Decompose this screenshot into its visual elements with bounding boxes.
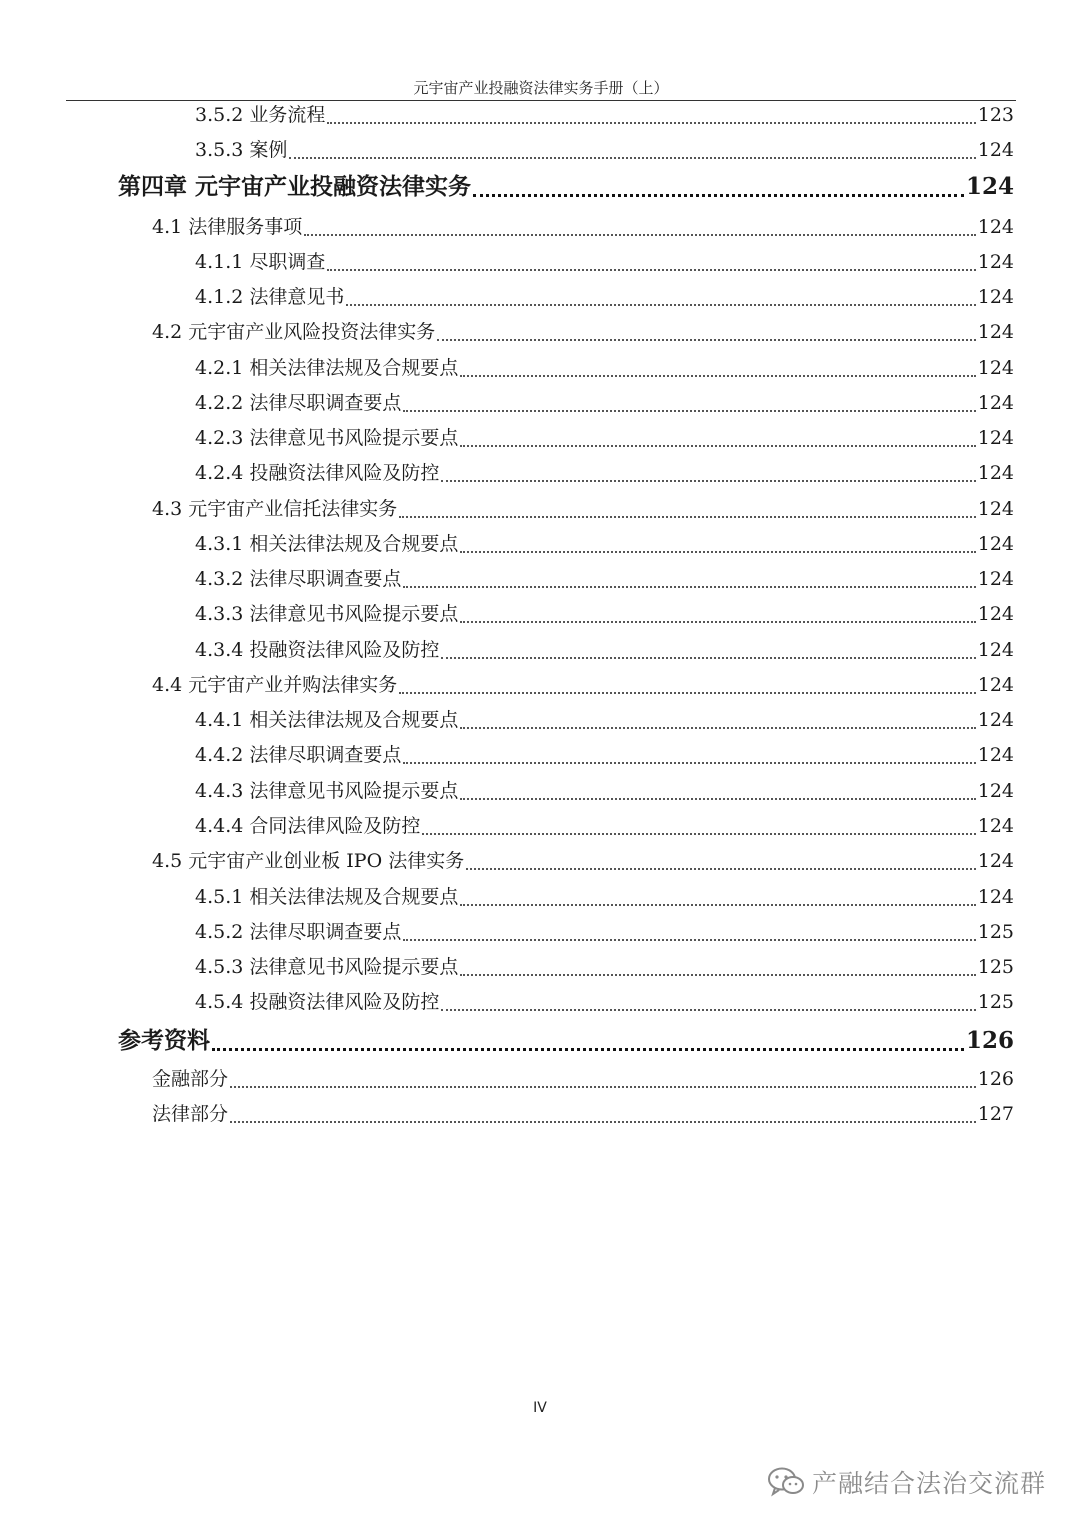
toc-dot-leader: [289, 157, 975, 159]
toc-entry-page: 124: [977, 139, 1014, 161]
toc-entry-page: 124: [977, 462, 1014, 484]
toc-entry-sub[interactable]: [195, 564, 1014, 594]
toc-entry-page: 124: [977, 533, 1014, 555]
toc-entry-page: 126: [965, 1027, 1014, 1054]
toc-entry-page: 124: [977, 674, 1014, 696]
toc-entry-section[interactable]: [152, 1064, 1014, 1094]
toc-dot-leader: [327, 122, 975, 124]
toc-entry-page: 127: [977, 1103, 1014, 1125]
toc-dot-leader: [460, 727, 975, 729]
toc-entry-page: 125: [977, 921, 1014, 943]
toc-entry-page: 124: [977, 744, 1014, 766]
toc-entry-sub[interactable]: [195, 811, 1014, 841]
toc-dot-leader: [422, 833, 975, 835]
running-header: 元宇宙产业投融资法律实务手册（上）: [413, 79, 669, 97]
toc-entry-sub[interactable]: [195, 705, 1014, 735]
toc-entry-page: 124: [977, 392, 1014, 414]
toc-entry-label: 3.5.3 案例: [195, 139, 288, 161]
toc-dot-leader: [304, 234, 975, 236]
toc-dot-leader: [212, 1048, 964, 1051]
toc-entry-label: 4.5.3 法律意见书风险提示要点: [195, 956, 459, 978]
toc-entry-page: 124: [977, 850, 1014, 872]
toc-entry-page: 124: [977, 639, 1014, 661]
watermark: [766, 1462, 1046, 1502]
toc-entry-page: 124: [965, 173, 1014, 200]
toc-dot-leader: [460, 904, 975, 906]
toc-entry-label: 金融部分: [152, 1068, 229, 1090]
toc-entry-label: 4.1.2 法律意见书: [195, 286, 345, 308]
toc-dot-leader: [460, 375, 975, 377]
toc-entry-label: 4.4.1 相关法律法规及合规要点: [195, 709, 459, 731]
toc-entry-sub[interactable]: [195, 987, 1014, 1017]
toc-entry-label: 4.2.1 相关法律法规及合规要点: [195, 357, 459, 379]
toc-entry-label: 3.5.2 业务流程: [195, 104, 326, 126]
toc-dot-leader: [441, 657, 975, 659]
toc-entry-chapter[interactable]: [118, 1024, 1014, 1058]
toc-entry-section[interactable]: [152, 670, 1014, 700]
toc-entry-sub[interactable]: [195, 776, 1014, 806]
toc-dot-leader: [460, 621, 975, 623]
toc-entry-section[interactable]: [152, 1099, 1014, 1129]
toc-entry-label: 4.4.2 法律尽职调查要点: [195, 744, 402, 766]
toc-entry-label: 4.2.2 法律尽职调查要点: [195, 392, 402, 414]
toc-entry-label: 4.3 元宇宙产业信托法律实务: [152, 498, 398, 520]
toc-entry-sub[interactable]: [195, 952, 1014, 982]
toc-entry-sub[interactable]: [195, 882, 1014, 912]
toc-entry-label: 法律部分: [152, 1103, 229, 1125]
toc-entry-sub[interactable]: [195, 135, 1014, 165]
toc-entry-label: 4.1.1 尽职调查: [195, 251, 326, 273]
toc-entry-page: 124: [977, 216, 1014, 238]
toc-entry-label: 参考资料: [118, 1027, 210, 1054]
toc-entry-sub[interactable]: [195, 458, 1014, 488]
toc-dot-leader: [230, 1121, 976, 1123]
toc-dot-leader: [327, 269, 975, 271]
toc-dot-leader: [399, 516, 975, 518]
toc-entry-page: 124: [977, 321, 1014, 343]
toc-dot-leader: [403, 762, 975, 764]
toc-entry-page: 124: [977, 886, 1014, 908]
toc-entry-page: 124: [977, 709, 1014, 731]
toc-dot-leader: [466, 868, 976, 870]
toc-entry-label: 4.4.4 合同法律风险及防控: [195, 815, 421, 837]
toc-entry-page: 124: [977, 357, 1014, 379]
toc-entry-label: 4.3.2 法律尽职调查要点: [195, 568, 402, 590]
toc-entry-label: 4.5 元宇宙产业创业板 IPO 法律实务: [152, 850, 465, 872]
toc-entry-page: 124: [977, 815, 1014, 837]
toc-entry-page: 124: [977, 568, 1014, 590]
toc-dot-leader: [460, 551, 975, 553]
toc-entry-page: 124: [977, 498, 1014, 520]
toc-entry-sub[interactable]: [195, 423, 1014, 453]
toc-entry-section[interactable]: [152, 317, 1014, 347]
toc-entry-label: 4.2.3 法律意见书风险提示要点: [195, 427, 459, 449]
toc-entry-sub[interactable]: [195, 917, 1014, 947]
toc-dot-leader: [403, 410, 975, 412]
toc-entry-label: 第四章 元宇宙产业投融资法律实务: [118, 173, 472, 200]
toc-entry-page: 123: [977, 104, 1014, 126]
toc-entry-label: 4.3.4 投融资法律风险及防控: [195, 639, 440, 661]
toc-dot-leader: [441, 1009, 975, 1011]
toc-entry-sub[interactable]: [195, 247, 1014, 277]
toc-entry-label: 4.2.4 投融资法律风险及防控: [195, 462, 440, 484]
toc-entry-label: 4.4.3 法律意见书风险提示要点: [195, 780, 459, 802]
toc-entry-page: 124: [977, 251, 1014, 273]
toc-dot-leader: [473, 194, 964, 197]
toc-entry-page: 125: [977, 991, 1014, 1013]
toc-entry-page: 124: [977, 603, 1014, 625]
toc-entry-chapter[interactable]: [118, 170, 1014, 204]
watermark-text: 产融结合法治交流群: [811, 1469, 1046, 1498]
toc-dot-leader: [437, 339, 975, 341]
toc-entry-sub[interactable]: [195, 599, 1014, 629]
toc-dot-leader: [460, 798, 975, 800]
page-number: IV: [533, 1400, 547, 1416]
toc-entry-section[interactable]: [152, 212, 1014, 242]
toc-entry-page: 125: [977, 956, 1014, 978]
toc-dot-leader: [441, 480, 975, 482]
toc-dot-leader: [403, 586, 975, 588]
toc-entry-label: 4.3.3 法律意见书风险提示要点: [195, 603, 459, 625]
toc-entry-sub[interactable]: [195, 100, 1014, 130]
toc-entry-page: 124: [977, 427, 1014, 449]
toc-entry-section[interactable]: [152, 494, 1014, 524]
toc-entry-label: 4.2 元宇宙产业风险投资法律实务: [152, 321, 436, 343]
toc-dot-leader: [399, 692, 975, 694]
toc-entry-sub[interactable]: [195, 529, 1014, 559]
toc-entry-label: 4.4 元宇宙产业并购法律实务: [152, 674, 398, 696]
toc-entry-sub[interactable]: [195, 740, 1014, 770]
toc-entry-label: 4.5.2 法律尽职调查要点: [195, 921, 402, 943]
toc-entry-label: 4.5.1 相关法律法规及合规要点: [195, 886, 459, 908]
toc-dot-leader: [460, 445, 975, 447]
toc-dot-leader: [230, 1086, 976, 1088]
toc-entry-sub[interactable]: [195, 635, 1014, 665]
toc-entry-sub[interactable]: [195, 388, 1014, 418]
toc-entry-sub[interactable]: [195, 353, 1014, 383]
toc-entry-label: 4.3.1 相关法律法规及合规要点: [195, 533, 459, 555]
toc-dot-leader: [460, 974, 975, 976]
toc-entry-label: 4.1 法律服务事项: [152, 216, 303, 238]
toc-entry-page: 124: [977, 780, 1014, 802]
toc-entry-section[interactable]: [152, 846, 1014, 876]
toc-entry-sub[interactable]: [195, 282, 1014, 312]
toc-dot-leader: [346, 304, 975, 306]
toc-dot-leader: [403, 939, 975, 941]
wechat-icon: [766, 1465, 806, 1499]
toc-entry-page: 126: [977, 1068, 1014, 1090]
toc-entry-label: 4.5.4 投融资法律风险及防控: [195, 991, 440, 1013]
toc-entry-page: 124: [977, 286, 1014, 308]
